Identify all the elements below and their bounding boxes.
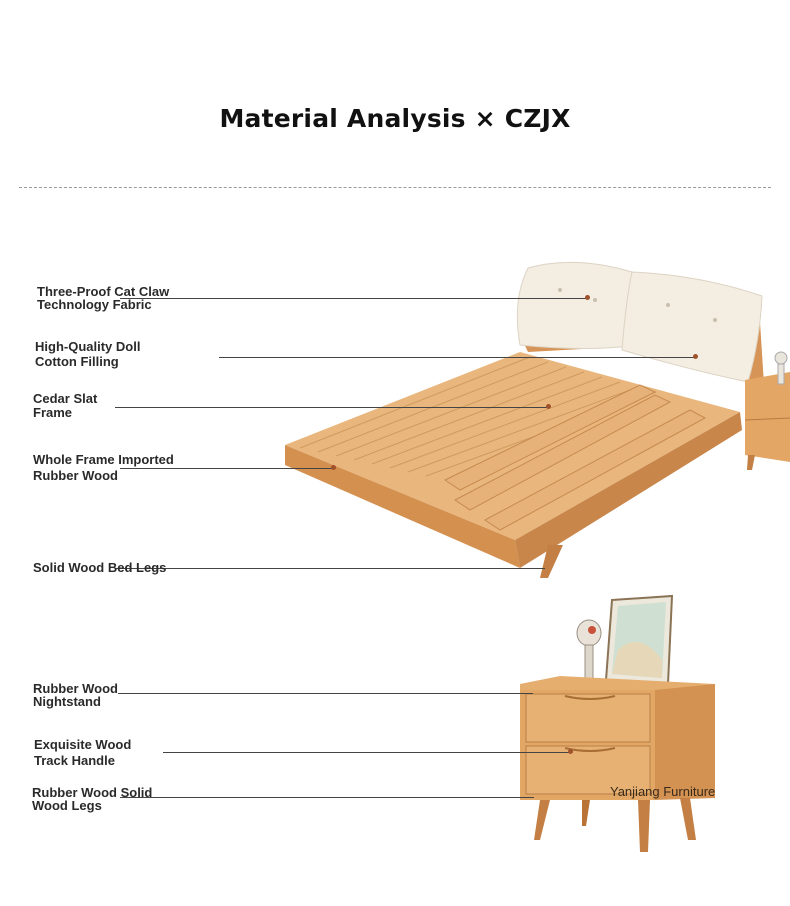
leader-line [115,407,548,408]
label-line: Nightstand [33,694,101,709]
label-bed-legs [33,561,166,574]
bed-cushion-left [517,262,640,348]
label-handle [34,737,131,769]
callout-dot [331,465,336,470]
nightstand-drawer-top [526,694,650,742]
label-fabric [37,285,169,311]
label-line: Solid Wood Bed Legs [33,560,167,575]
label-line: Rubber Wood [33,681,118,696]
leader-line [118,693,533,694]
label-line: Cotton Filling [35,354,119,369]
label-line: Exquisite Wood [34,737,132,752]
callout-dot [568,749,573,754]
callout-dot [585,295,590,300]
label-line: Cedar Slat [33,391,98,406]
leader-line [163,752,571,753]
label-line: High-Quality Doll [35,339,141,354]
label-filling [35,339,140,369]
bed-image [285,262,765,578]
nightstand-leg [534,800,550,840]
leader-line [120,797,534,798]
label-line: Technology Fabric [37,297,152,312]
label-line: Track Handle [34,753,115,768]
label-line: Whole Frame Imported [33,452,174,467]
brand-watermark: Yanjiang Furniture [610,784,716,799]
label-nightstand-legs [32,786,152,812]
label-slat-frame [33,392,97,420]
label-frame-wood [33,452,174,484]
leader-line [219,357,696,358]
leader-line [120,298,588,299]
callout-dot [693,354,698,359]
label-line: Frame [33,405,73,420]
label-line: Three-Proof Cat Claw [37,284,170,299]
page-title: Material Analysis × CZJX [219,104,571,133]
callout-dot [546,404,551,409]
label-line: Wood Legs [32,798,102,813]
label-line: Rubber Wood [33,468,118,483]
label-nightstand [33,682,118,708]
nightstand-side [655,684,715,800]
nightstand-image [520,596,715,852]
label-line: Rubber Wood Solid [32,785,153,800]
bed-cushion-right [622,272,762,382]
leader-line [115,568,545,569]
